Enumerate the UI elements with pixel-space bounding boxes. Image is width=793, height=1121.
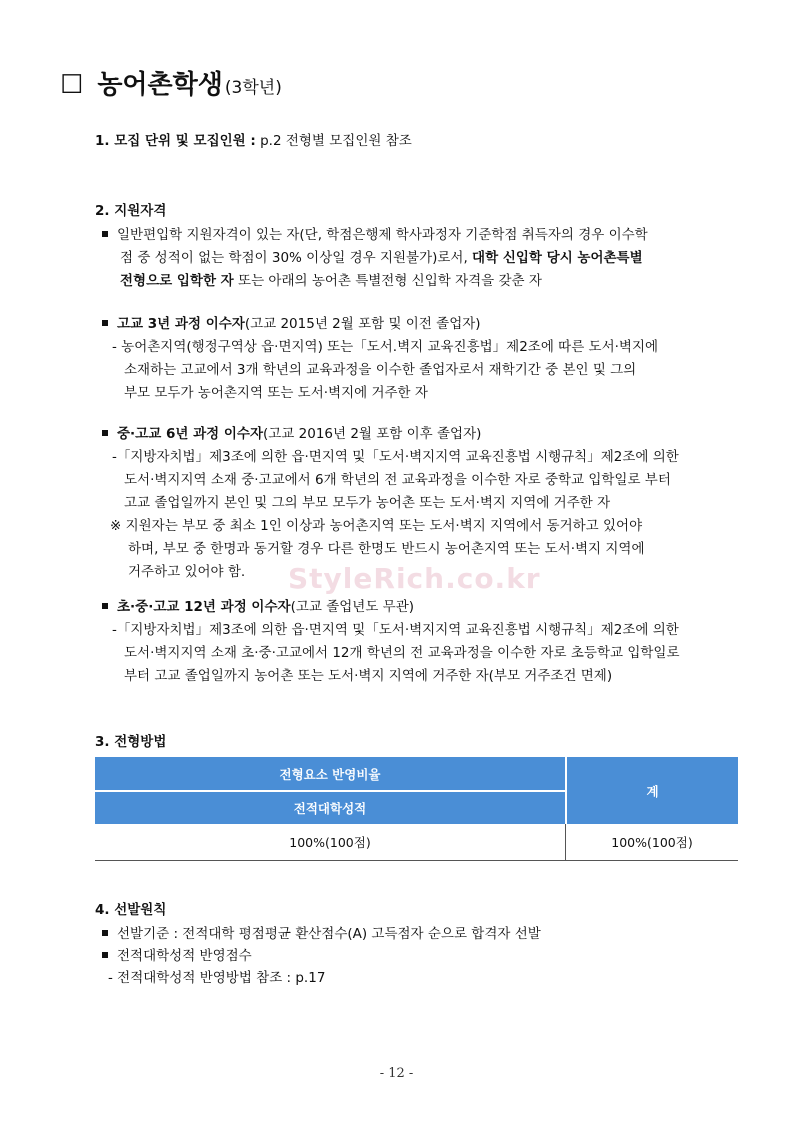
s4-item-1: 선발기준 : 전적대학 평점평균 환산점수(A) 고득점자 순으로 합격자 선발 bbox=[102, 923, 541, 946]
section-1-heading: 1. 모집 단위 및 모집인원 : bbox=[95, 133, 256, 149]
g6-line-3: 고교 졸업일까지 본인 및 그의 부모 모두가 농어촌 또는 도서·벽지 지역에 거주한 자 bbox=[124, 495, 611, 511]
g3-line-1: - 농어촌지역(행정구역상 읍·면지역) 또는「도서.벽지 교육진흥법」제2조에 따른 도서·벽지에 bbox=[112, 339, 659, 355]
checkbox-square-icon: ☐ bbox=[60, 70, 84, 100]
square-bullet-icon bbox=[102, 320, 108, 326]
table-cell-total: 100%(100점) bbox=[565, 824, 738, 861]
table-header-factor: 전형요소 반영비율 bbox=[95, 757, 565, 790]
table-header-credit: 전적대학성적 bbox=[95, 791, 565, 824]
g12-line-3: 부터 고교 졸업일까지 농어촌 또는 도서·벽지 지역에 거주한 자(부모 거주조건 면제) bbox=[124, 668, 613, 684]
g6-note-2: 하며, 부모 중 한명과 동거할 경우 다른 한명도 반드시 농어촌지역 또는 도서·벽지 지역에 bbox=[128, 541, 645, 557]
section-3-heading: 3. 전형방법 bbox=[95, 734, 167, 750]
watermark: StyleRich.co.kr bbox=[288, 562, 541, 595]
g6-note-3: 거주하고 있어야 함. bbox=[128, 564, 246, 580]
g12-line-2: 도서·벽지지역 소재 초·중·고교에서 12개 학년의 전 교육과정을 이수한 자로 초등학교 입학일로 bbox=[124, 645, 680, 661]
g6-heading: 중·고교 6년 과정 이수자(고교 2016년 2월 포함 이후 졸업자) bbox=[102, 423, 481, 446]
g3-line-2: 소재하는 고교에서 3개 학년의 교육과정을 이수한 졸업자로서 재학기간 중 본인 및 그의 bbox=[124, 362, 637, 378]
section-1 bbox=[95, 130, 412, 153]
page-title bbox=[60, 70, 282, 100]
page-number: - 12 - bbox=[379, 1066, 414, 1081]
square-bullet-icon bbox=[102, 231, 108, 237]
table-cell-credit: 100%(100점) bbox=[95, 824, 565, 861]
section-2-heading: 2. 지원자격 bbox=[95, 203, 167, 219]
g6-note-1: ※ 지원자는 부모 중 최소 1인 이상과 농어촌지역 또는 도서·벽지 지역에서 동거하고 있어야 bbox=[110, 518, 643, 534]
general-line-3: 전형으로 입학한 자 또는 아래의 농어촌 특별전형 신입학 자격을 갖춘 자 bbox=[120, 273, 542, 289]
title-sub: (3학년) bbox=[224, 78, 282, 98]
title-main: 농어촌학생 bbox=[97, 70, 223, 100]
square-bullet-icon bbox=[102, 603, 108, 609]
s4-item-2: 전적대학성적 반영점수 bbox=[102, 945, 252, 968]
g6-line-2: 도서·벽지지역 소재 중·고교에서 6개 학년의 전 교육과정을 이수한 자로 중학교 입학일로 부터 bbox=[124, 472, 671, 488]
square-bullet-icon bbox=[102, 930, 108, 936]
section-1-text: p.2 전형별 모집인원 참조 bbox=[255, 133, 412, 149]
s4-item-3: - 전적대학성적 반영방법 참조 : p.17 bbox=[108, 970, 326, 986]
g3-line-3: 부모 모두가 농어촌지역 또는 도서·벽지에 거주한 자 bbox=[124, 385, 428, 401]
g3-heading: 고교 3년 과정 이수자(고교 2015년 2월 포함 및 이전 졸업자) bbox=[102, 313, 481, 336]
table-header-total: 계 bbox=[566, 757, 738, 824]
square-bullet-icon bbox=[102, 430, 108, 436]
g12-line-1: -「지방자치법」제3조에 의한 읍·면지역 및「도서·벽지지역 교육진흥법 시행규칙」제2조에 의한 bbox=[112, 622, 679, 638]
g12-heading: 초·중·고교 12년 과정 이수자(고교 졸업년도 무관) bbox=[102, 596, 414, 619]
general-line-2: 점 중 성적이 없는 학점이 30% 이상일 경우 지원불가)로서, 대학 신입학 당시 농어촌특별 bbox=[120, 250, 643, 266]
selection-method-table bbox=[95, 757, 738, 861]
general-line-1: 일반편입학 지원자격이 있는 자(단, 학점은행제 학사과정자 기준학점 취득자의 경우 이수학 bbox=[102, 224, 648, 247]
g6-line-1: -「지방자치법」제3조에 의한 읍·면지역 및「도서·벽지지역 교육진흥법 시행규칙」제2조에 의한 bbox=[112, 449, 679, 465]
section-4-heading: 4. 선발원칙 bbox=[95, 902, 167, 918]
square-bullet-icon bbox=[102, 952, 108, 958]
